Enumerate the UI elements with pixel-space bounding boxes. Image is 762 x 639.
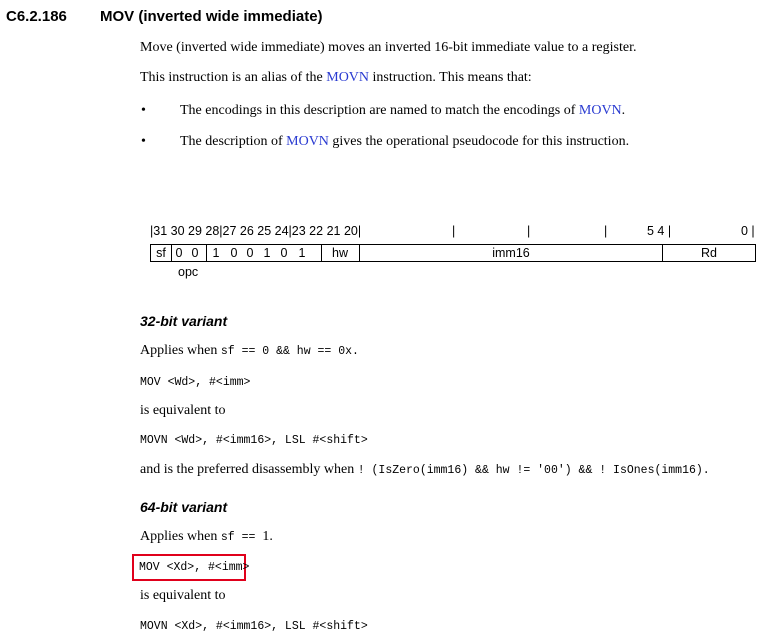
bit-25: 1 — [263, 246, 271, 260]
page-title: MOV (inverted wide immediate) — [100, 8, 323, 25]
bit-header-left: |31 30 29 28|27 26 25 24|23 22 21 20| — [150, 224, 362, 238]
bit-mark: | — [604, 224, 608, 238]
equivalent-text: is equivalent to — [140, 588, 226, 603]
opc-label: opc — [178, 265, 199, 279]
bullet-text: The description of — [180, 134, 287, 149]
bullet-text: gives the operational pseudocode for this instruction. — [328, 134, 630, 149]
applies-condition: sf == — [220, 531, 263, 544]
variant-64-syntax[interactable]: MOV <Xd>, #<imm> — [139, 561, 250, 574]
bit-23: 1 — [298, 246, 306, 260]
bit-26: 0 — [246, 246, 254, 260]
description-text: Move (inverted wide immediate) moves an inverted 16-bit immediate value to a register. — [140, 40, 637, 55]
variant-32-equivalent-code: MOVN <Wd>, #<imm16>, LSL #<shift> — [140, 434, 368, 447]
bullet-icon: • — [141, 103, 146, 118]
field-hw: hw — [332, 246, 348, 260]
bit-27: 0 — [230, 246, 238, 260]
alias-sentence — [140, 70, 532, 86]
bit-30: 0 — [175, 246, 183, 260]
field-rd: Rd — [701, 246, 717, 260]
applies-prefix: Applies when — [140, 343, 221, 358]
bit-mark: | — [527, 224, 531, 238]
bit-28: 1 — [212, 246, 220, 260]
bit-0-label: 0 | — [741, 224, 755, 238]
variant-32-applies — [140, 343, 359, 359]
bullet-text: . — [621, 103, 626, 118]
variant-64-equivalent-code: MOVN <Xd>, #<imm16>, LSL #<shift> — [140, 620, 368, 633]
bullet-item — [180, 103, 625, 119]
movn-link[interactable]: MOVN — [578, 103, 622, 118]
bullet-icon: • — [141, 134, 146, 149]
preferred-condition: ! (IsZero(imm16) && hw != '00') && ! IsOnes(imm16). — [357, 464, 710, 477]
bit-24: 0 — [280, 246, 288, 260]
variant-64-applies — [140, 529, 273, 545]
applies-condition: sf == 0 && hw == 0x. — [220, 345, 359, 358]
field-sf: sf — [156, 246, 166, 260]
bullet-text: The encodings in this description are named to match the encodings of — [180, 103, 579, 118]
variant-64-heading: 64-bit variant — [140, 499, 228, 515]
bit-mark: | — [452, 224, 456, 238]
variant-32-heading: 32-bit variant — [140, 313, 228, 329]
variant-32-syntax: MOV <Wd>, #<imm> — [140, 376, 251, 389]
encoding-diagram — [150, 244, 756, 262]
applies-prefix: Applies when — [140, 529, 221, 544]
movn-link[interactable]: MOVN — [326, 70, 370, 85]
applies-value: 1. — [262, 529, 273, 544]
bit-5-4-label: 5 4 | — [647, 224, 672, 238]
movn-link[interactable]: MOVN — [286, 134, 329, 149]
bit-29: 0 — [191, 246, 199, 260]
field-imm16: imm16 — [492, 246, 530, 260]
alias-prefix: This instruction is an alias of the — [140, 70, 327, 85]
preferred-prefix: and is the preferred disassembly when — [140, 462, 358, 477]
alias-suffix: instruction. This means that: — [369, 70, 532, 85]
bullet-item — [180, 134, 629, 150]
section-number: C6.2.186 — [6, 8, 67, 25]
preferred-disassembly — [140, 462, 710, 478]
equivalent-text: is equivalent to — [140, 403, 226, 418]
